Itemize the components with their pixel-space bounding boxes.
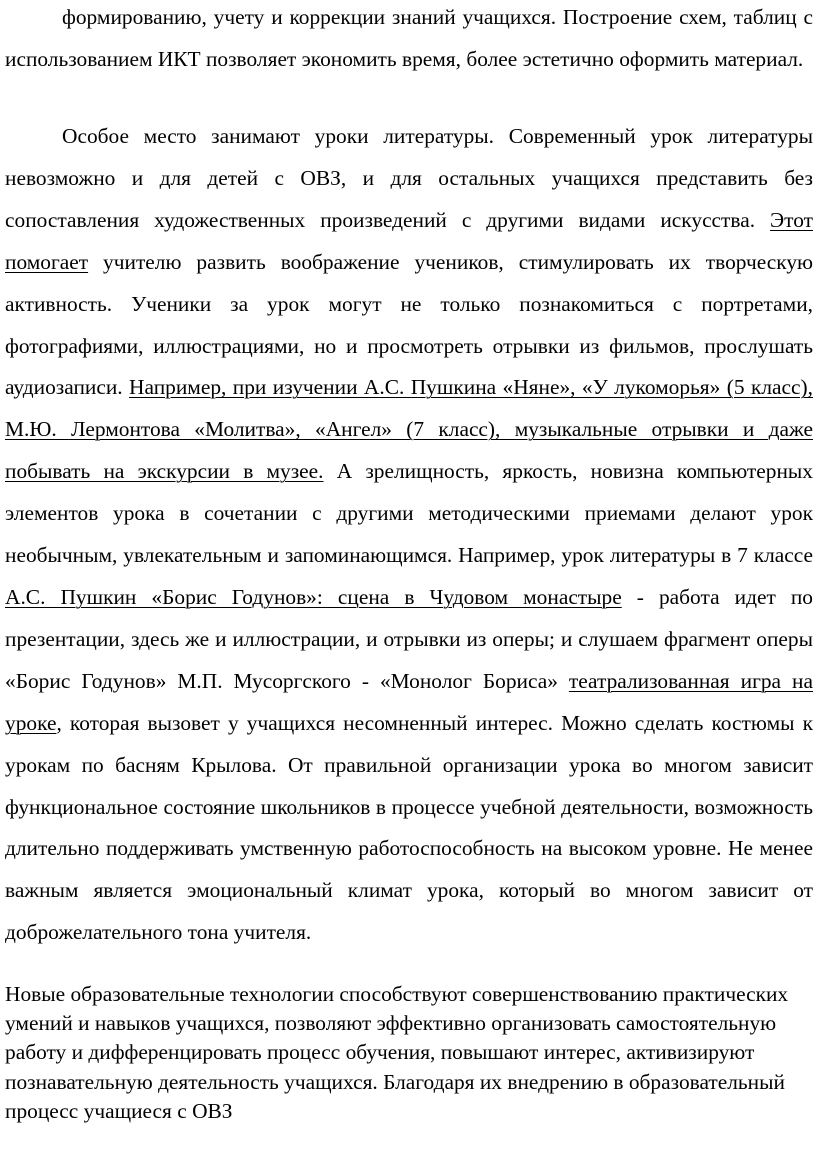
underlined-boris-godunov-scene: А.С. Пушкин «Борис Годунов»: сцена в Чудовом монастыре bbox=[5, 584, 622, 609]
underlined-example-pushkin-lermontov: Например, при изучении А.С. Пушкина «Няне», «У лукоморья» (5 класс), М.Ю. Лермонтова «Молитва», «Ангел» (7 класс), музыкальные отрывки и даже побывать на экскурсии в музее. bbox=[5, 375, 813, 484]
paragraph-text-part: Особое место занимают уроки литературы. Современный урок литературы невозможно и для детей с ОВЗ, и для остальных учащихся представить без сопоставления художественных произведений с другими видами искусства. bbox=[5, 124, 813, 232]
paragraph-text-part: , которая вызовет у учащихся несомненный интерес. Можно сделать костюмы к урокам по басням Крылова. От правильной организации урока во многом зависит функциональное состояние школьников в процессе учебной деятельности, возможность длительно поддерживать умственную работоспособность на высоком уровне. Не менее важным является эмоциональный климат урока, который во многом зависит от доброжелательного тона учителя. bbox=[5, 710, 813, 945]
paragraph-text: Новые образовательные технологии способствуют совершенствованию практических умений и навыков учащихся, позволяют эффективно организовать самостоятельную работу и дифференцировать процесс обучения, повышают интерес, активизируют познавательную деятельность учащихся. Благодаря их внедрению в образовательный процесс учащиеся с ОВЗ bbox=[5, 982, 789, 1123]
underlined-theatre-game: театрализованная игра на уроке bbox=[5, 668, 813, 735]
underlined-phrase: Этот помогает bbox=[5, 207, 813, 274]
paragraph-text-part: А зрелищность, яркость, новизна компьютерных элементов урока в сочетании с другими методическими приемами делают урок необычным, увлекательным и запоминающимся. Например, урок литературы в 7 классе bbox=[5, 459, 813, 568]
paragraph-new-technologies bbox=[5, 980, 813, 1126]
paragraph-text: формированию, учету и коррекции знаний учащихся. Построение схем, таблиц с использованием ИКТ позволяет экономить время, более эстетично оформить материал. bbox=[5, 5, 813, 71]
paragraph-ict-intro bbox=[5, 0, 813, 81]
paragraph-text-part: - работа идет по презентации, здесь же и иллюстрации, и отрывки из оперы; и слушаем фрагмент оперы «Борис Годунов» М.П. Мусоргского - «Монолог Бориса» bbox=[5, 584, 813, 693]
paragraph-text-part: учителю развить воображение учеников, стимулировать их творческую активность. Ученики за урок могут не только познакомиться с портретами, фотографиями, иллюстрациями, но и просмотреть отрывки из фильмов, прослушать аудиозаписи. bbox=[5, 249, 813, 400]
paragraph-literature-lessons bbox=[5, 116, 813, 954]
